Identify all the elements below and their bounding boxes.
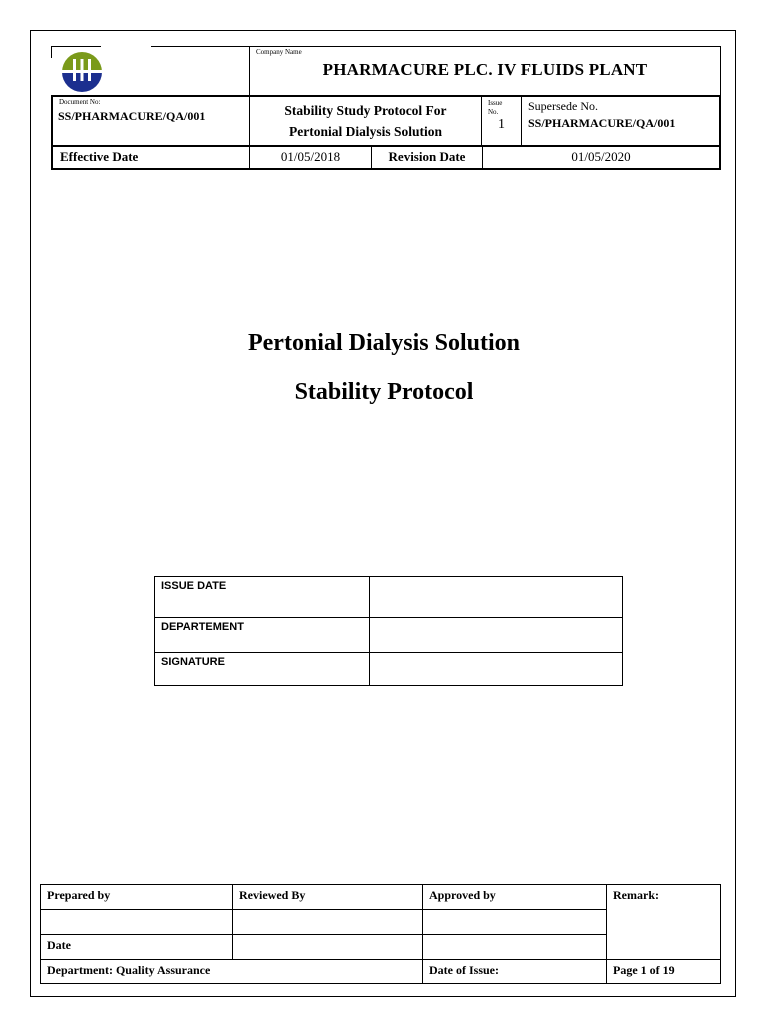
company-name: PHARMACURE PLC. IV FLUIDS PLANT bbox=[322, 60, 648, 79]
date-label: Date bbox=[41, 935, 233, 960]
main-title-line2: Stability Protocol bbox=[294, 379, 474, 405]
reviewed-by-field[interactable] bbox=[233, 910, 423, 935]
approval-footer-table bbox=[40, 884, 721, 984]
issue-label-line1: Issue bbox=[488, 99, 503, 107]
footer-row bbox=[41, 960, 721, 984]
date-field-2[interactable] bbox=[423, 935, 607, 960]
signature-label: SIGNATURE bbox=[155, 653, 370, 686]
document-title-cell bbox=[250, 97, 482, 145]
prepared-by-label: Prepared by bbox=[41, 885, 233, 910]
page-number: Page 1 of 19 bbox=[607, 960, 721, 984]
issue-date-label: ISSUE DATE bbox=[155, 577, 370, 618]
issue-no-label bbox=[488, 99, 502, 117]
revision-date-label: Revision Date bbox=[372, 146, 483, 168]
document-no: SS/PHARMACURE/QA/001 bbox=[58, 109, 206, 123]
revision-date: 01/05/2020 bbox=[571, 149, 631, 164]
header-row-document bbox=[51, 95, 721, 147]
issue-table-row bbox=[155, 653, 623, 686]
page-frame bbox=[30, 30, 736, 997]
date-of-issue-label: Date of Issue: bbox=[423, 960, 607, 984]
issue-date-field[interactable] bbox=[370, 577, 623, 618]
document-no-cell bbox=[53, 97, 250, 145]
company-name-cell bbox=[249, 46, 721, 95]
document-title-line1: Stability Study Protocol For bbox=[284, 103, 447, 118]
issue-no-cell bbox=[482, 97, 522, 145]
main-title-line1: Pertonial Dialysis Solution bbox=[247, 330, 521, 356]
department-quality-assurance: Department: Quality Assurance bbox=[41, 960, 423, 984]
remark-label: Remark: bbox=[607, 885, 721, 960]
logo-cell bbox=[51, 46, 249, 96]
issue-no: 1 bbox=[498, 117, 505, 132]
reviewed-by-label: Reviewed By bbox=[233, 885, 423, 910]
corner-line bbox=[51, 46, 52, 58]
document-no-label: Document No: bbox=[59, 98, 101, 106]
approved-by-label: Approved by bbox=[423, 885, 607, 910]
issue-label-line2: No. bbox=[488, 108, 499, 116]
document-header bbox=[51, 46, 721, 170]
department-label: DEPARTEMENT bbox=[155, 618, 370, 653]
issue-info-table bbox=[154, 576, 623, 686]
department-field[interactable] bbox=[370, 618, 623, 653]
supersede-cell bbox=[522, 97, 719, 145]
corner-line bbox=[151, 46, 249, 47]
document-title-line2: Pertonial Dialysis Solution bbox=[288, 124, 442, 139]
date-field[interactable] bbox=[233, 935, 423, 960]
corner-line bbox=[51, 46, 101, 47]
supersede-no: SS/PHARMACURE/QA/001 bbox=[528, 116, 676, 130]
effective-date: 01/05/2018 bbox=[250, 146, 372, 168]
header-row-dates bbox=[51, 146, 721, 170]
prepared-by-field[interactable] bbox=[41, 910, 233, 935]
footer-row bbox=[41, 885, 721, 910]
effective-date-label: Effective Date bbox=[53, 146, 250, 168]
signature-field[interactable] bbox=[370, 653, 623, 686]
company-name-label: Company Name bbox=[256, 48, 302, 56]
supersede-label: Supersede No. bbox=[528, 99, 598, 113]
issue-table-row bbox=[155, 618, 623, 653]
issue-table-row bbox=[155, 577, 623, 618]
approved-by-field[interactable] bbox=[423, 910, 607, 935]
company-logo-icon bbox=[61, 50, 103, 92]
